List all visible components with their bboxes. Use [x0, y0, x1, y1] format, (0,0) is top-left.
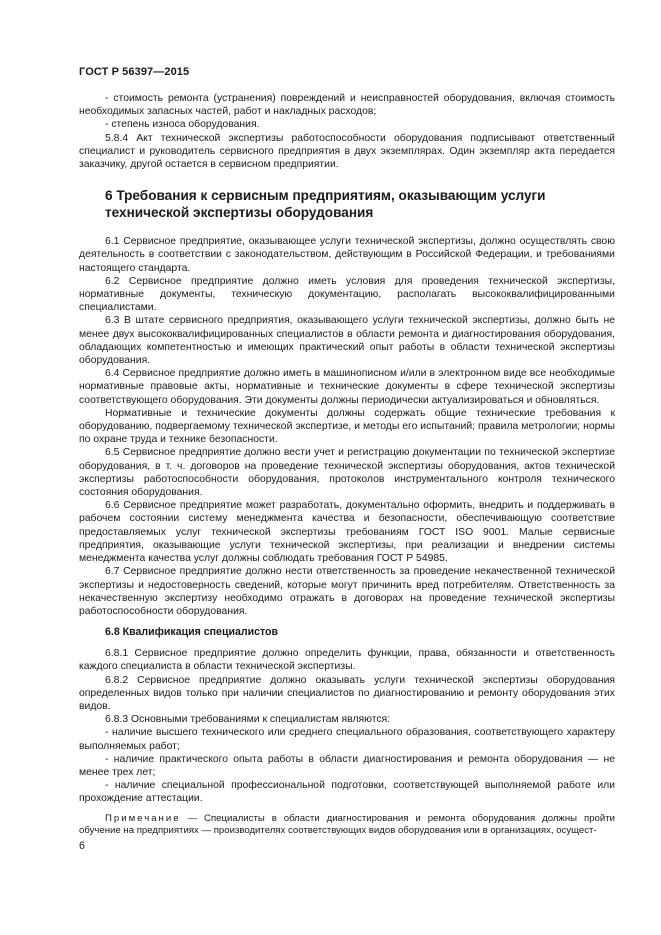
- note-text: — Специалисты в области диагностирования и ремонта оборудования должны пройти обучение на предприятиях — производителях соответствующих видов оборудования или в организациях, осущест-: [79, 812, 615, 837]
- paragraph-6-4-cont: Нормативные и технические документы должны содержать общие технические требования к оборудованию, подвергаемому технической экспертизе, и методы его испытаний; правила метрологии; нормы по охране труда и технике безопасности.: [79, 407, 615, 446]
- paragraph-6-7: 6.7 Сервисное предприятие должно нести ответственность за проведение некачественной технической экспертизы и недостоверность сведений, которые могут причинить вред потребителям. Ответственность за некачественную экспертизу необходимо отражать в договорах на проведение технической экспертизы работоспособности оборудования.: [79, 566, 615, 617]
- paragraph-6-5: 6.5 Сервисное предприятие должно вести учет и регистрацию документации по технической экспертизе оборудования, в т. ч. договоров на проведение технической экспертизы оборудования, актов технической экспертизы работоспособности оборудования, протоколов инструментального контроля технического состояния оборудования.: [79, 447, 615, 499]
- paragraph-6-4: 6.4 Сервисное предприятие должно иметь в машинописном и/или в электронном виде все необходимые нормативные правовые акты, нормативные и технические документы в сфере технической экспертизы соответствующего оборудования. Эти документы должны периодически актуализироваться и обновляться.: [79, 368, 615, 406]
- list-item: - наличие высшего технического или среднего специального образования, соответствующего характеру выполняемых работ;: [79, 727, 615, 752]
- paragraph-6-8-1: 6.8.1 Сервисное предприятие должно определить функции, права, обязанности и ответственность каждого специалиста в области технической экспертизы.: [79, 648, 615, 673]
- page-content: [79, 92, 615, 838]
- paragraph-6-8-3: 6.8.3 Основными требованиями к специалистам являются:: [105, 714, 391, 726]
- list-item: - наличие специальной профессиональной подготовки, соответствующей выполняемой работе или прохождение аттестации.: [79, 780, 615, 805]
- section-6-title: 6 Требования к сервисным предприятиям, оказывающим услуги технической экспертизы оборудования: [105, 188, 546, 221]
- paragraph-6-3: 6.3 В штате сервисного предприятия, оказывающего услуги технической экспертизы, должно быть не менее двух высококвалифицированных специалистов в области ремонта и диагностирования оборудования, обладающих компетентностью и имеющих практический опыт работы в области технической экспертизы оборудования.: [79, 315, 615, 367]
- paragraph: - стоимость ремонта (устранения) повреждений и неисправностей оборудования, включая стоимость необходимых запасных частей, работ и накладных расходов;: [79, 93, 615, 118]
- paragraph-6-8-2: 6.8.2 Сервисное предприятие должно оказывать услуги технической экспертизы оборудования определенных видов только при наличии специалистов по диагностированию и ремонту оборудования этих видов.: [79, 674, 615, 712]
- note: [79, 813, 615, 838]
- section-6-8-title: 6.8 Квалификация специалистов: [105, 626, 279, 639]
- paragraph-6-1: 6.1 Сервисное предприятие, оказывающее услуги технической экспертизы, должно осуществлять свою деятельность в соответствии с законодательством, действующим в Российской Федерации, и требованиями настоящего стандарта.: [79, 236, 615, 274]
- paragraph-6-6: 6.6 Сервисное предприятие может разработать, документально оформить, внедрить и поддерживать в рабочем состоянии систему менеджмента качества и безопасности, обеспечивающую соответствие предоставляемых услуг технической экспертизы требованиям ГОСТ ISO 9001. Малые сервисные предприятия, оказывающие услуги технической экспертизы, при реализации и внедрении системы менеджмента качества услуг должны соблюдать требования ГОСТ Р 54985.: [79, 500, 615, 565]
- paragraph: 5.8.4 Акт технической экспертизы работоспособности оборудования подписывают ответственный специалист и руководитель сервисного предприятия в двух экземплярах. Один экземпляр акта передается заказчику, другой остается в сервисном предприятии.: [79, 132, 615, 171]
- page-number: 6: [79, 840, 85, 852]
- paragraph: - степень износа оборудования.: [105, 119, 260, 131]
- list-item: - наличие практического опыта работы в области диагностирования и ремонта оборудования — не менее трех лет;: [79, 753, 615, 778]
- document-header: ГОСТ Р 56397—2015: [79, 66, 190, 78]
- paragraph-6-2: 6.2 Сервисное предприятие должно иметь условия для проведения технической экспертизы, нормативные документы, техническую документацию, располагать высококвалифицированными специалистами.: [79, 275, 615, 314]
- note-label: Примечание: [105, 812, 181, 824]
